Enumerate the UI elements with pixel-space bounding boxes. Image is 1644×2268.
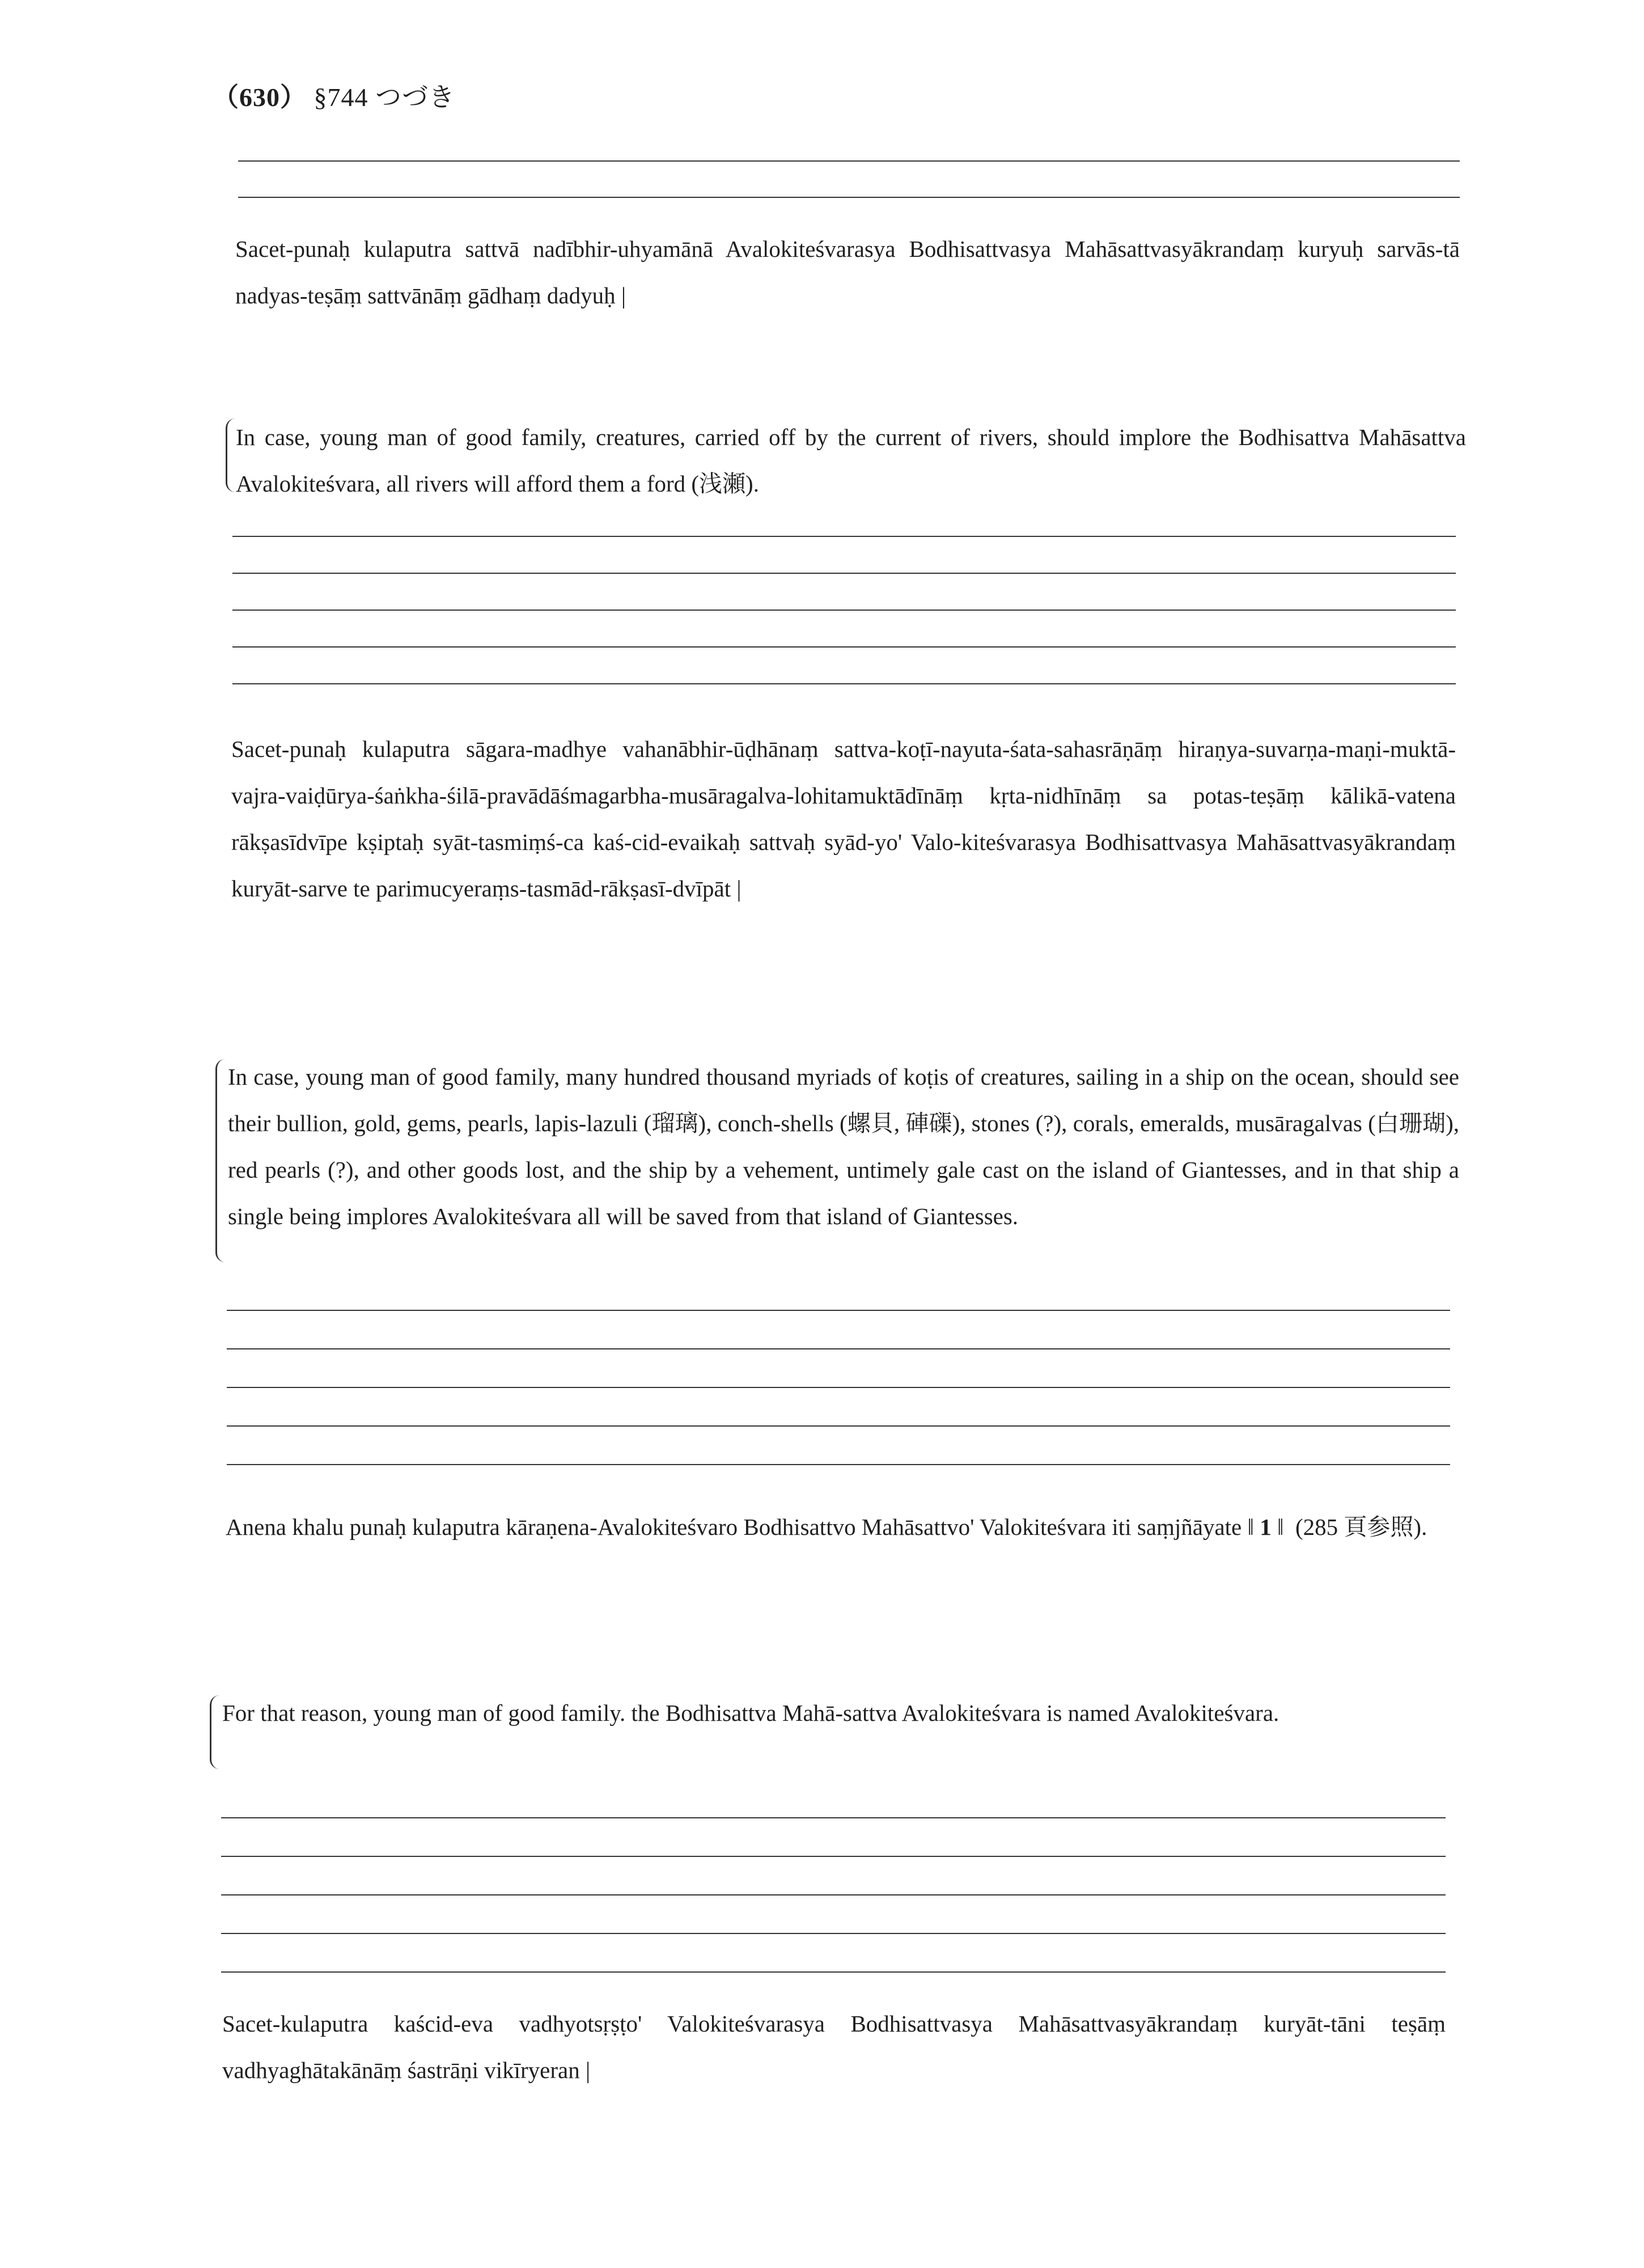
writing-line bbox=[238, 197, 1460, 198]
english-translation-1: In case, young man of good family, creatures, carried off by the current of rivers, should implore the Bodhisattva Mahāsattva Avalokiteśvara, all rivers will afford them a ford (浅瀬). bbox=[236, 424, 1466, 497]
page-reference: (285 頁参照). bbox=[1295, 1514, 1427, 1540]
sanskrit-passage-4: Sacet-kulaputra kaścid-eva vadhyotsṛṣṭo' Valokiteśvarasya Bodhisattvasya Mahāsattvasyākrandaṃ kuryāt-tāni teṣāṃ vadhyaghātakānāṃ śastrāṇi vikīryeran | bbox=[222, 2011, 1446, 2083]
page-number: （630） bbox=[213, 83, 307, 112]
writing-line bbox=[221, 1971, 1446, 1973]
page-header bbox=[213, 77, 455, 114]
section-label: §744 つづき bbox=[313, 83, 455, 112]
writing-line bbox=[232, 536, 1456, 537]
writing-line bbox=[227, 1387, 1450, 1388]
writing-line bbox=[232, 573, 1456, 574]
english-translation-3: For that reason, young man of good family. the Bodhisattva Mahā-sattva Avalokiteśvara is named Avalokiteśvara. bbox=[222, 1700, 1279, 1726]
writing-line bbox=[221, 1856, 1446, 1857]
writing-line bbox=[232, 646, 1456, 648]
writing-line bbox=[227, 1464, 1450, 1465]
writing-line bbox=[238, 160, 1460, 162]
writing-line bbox=[221, 1894, 1446, 1895]
writing-line bbox=[232, 610, 1456, 611]
sanskrit-passage-1: Sacet-punaḥ kulaputra sattvā nadībhir-uhyamānā Avalokiteśvarasya Bodhisattvasya Mahāsattvasyākrandaṃ kuryuḥ sarvās-tā nadyas-teṣāṃ sattvānāṃ gādhaṃ dadyuḥ | bbox=[235, 236, 1460, 308]
writing-line bbox=[227, 1425, 1450, 1427]
writing-line bbox=[232, 683, 1456, 684]
sanskrit-passage-3 bbox=[226, 1504, 1451, 1550]
writing-line bbox=[221, 1817, 1446, 1818]
writing-line bbox=[221, 1933, 1446, 1934]
sanskrit-passage-2: Sacet-punaḥ kulaputra sāgara-madhye vahanābhir-ūḍhānaṃ sattva-koṭī-nayuta-śata-sahasrāṇāṃ hiraṇya-suvarṇa-maṇi-muktā-vajra-vaiḍūrya-śaṅkha-śilā-pravādāśmagarbha-musāragalva-lohitamuktādīnāṃ kṛta-nidhīnāṃ sa potas-teṣāṃ kālikā-vatena rākṣasīdvīpe kṣiptaḥ syāt-tasmiṃś-ca kaś-cid-evaikaḥ sattvaḥ syād-yo' Valo-kiteśvarasya Bodhisattvasya Mahāsattvasyākrandaṃ kuryāt-sarve te parimucyeraṃs-tasmād-rākṣasī-dvīpāt | bbox=[231, 736, 1456, 902]
writing-line bbox=[227, 1348, 1450, 1349]
verse-number: 1 bbox=[1260, 1514, 1272, 1540]
writing-line bbox=[227, 1310, 1450, 1311]
verse-end-mark: ‖ bbox=[1277, 1514, 1284, 1540]
english-translation-2: In case, young man of good family, many hundred thousand myriads of koṭis of creatures, sailing in a ship on the ocean, should see their bullion, gold, gems, pearls, lapis-lazuli (瑠璃), conch-shells (螺貝, 硨磲), stones (?), corals, emeralds, musāragalvas (白珊瑚), red pearls (?), and other goods lost, and the ship by a vehement, untimely gale cast on the island of Giantesses, and in that ship a single being implores Avalokiteśvara all will be saved from that island of Giantesses. bbox=[228, 1064, 1459, 1229]
sanskrit-text: Anena khalu punaḥ kulaputra kāraṇena-Avalokiteśvaro Bodhisattvo Mahāsattvo' Valokiteśvara iti saṃjñāyate ‖ bbox=[226, 1514, 1255, 1540]
